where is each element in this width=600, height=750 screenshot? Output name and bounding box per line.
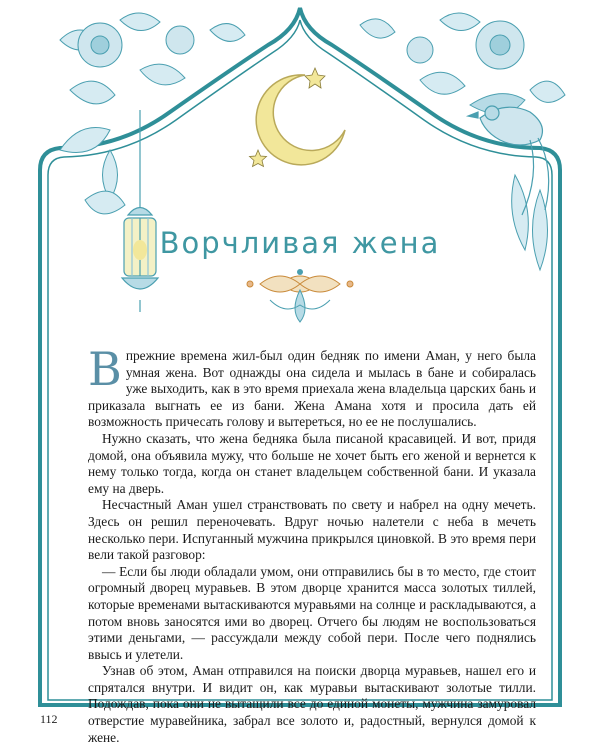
- story-text: [88, 342, 536, 746]
- paragraph-3: Несчастный Аман ушел странствовать по свету и набрел на одну мечеть. Здесь он решил переночевать. Вдруг ночью налетели с неба в мечеть несколько пери. Испуганный мужчина прикрылся циновкой. В это время пери вели такой разговор:: [88, 497, 536, 563]
- page-number: 112: [40, 712, 58, 726]
- paragraph-text: прежние времена жил-был один бедняк по имени Аман, у него была умная жена. Вот однажды она сидела и мылась в бане и собиралась уже выходить, как в это время приехала жена владельца царских бань и приказала выгнать ее из бани. Жена Амана хотя и просила дать ей возможность причесать голову и вытереться, но ее не послушались.: [88, 348, 536, 430]
- paragraph-5: Узнав об этом, Аман отправился на поиски дворца муравьев, нашел его и спрятался внутри. И видит он, как муравьи вытаскивают золотые тилли. Подождав, пока они не вытащили все до единой монеты, мужчина замуровал отверстие муравейника, забрал все золото и, радостный, вернулся домой к жене.: [88, 663, 536, 745]
- paragraph-1: [88, 342, 536, 431]
- lantern-ornament: [122, 110, 158, 312]
- drop-cap: В: [88, 342, 122, 396]
- floral-ornament-left: [60, 13, 245, 214]
- paragraph-2: Нужно сказать, что жена бедняка была писаной красавицей. И вот, придя домой, она объявила мужу, что больше не хочет быть его женой и вернется к нему только тогда, когда он станет владельцем собственной бани. И указала ему на дверь.: [88, 430, 536, 496]
- title-ornament: [247, 269, 353, 322]
- crescent-moon: [256, 75, 345, 165]
- chapter-title: Ворчливая жена: [159, 226, 441, 260]
- paragraph-4: — Если бы люди обладали умом, они отправились бы в то место, где стоит огромный дворец муравьев. В этом дворце хранится масса золотых тиллей, которые временами вытаскиваются муравьями на солнце и раскладываются, а потом вновь заносятся ими во дворец. Отчего бы людям не воспользоваться этими деньгами, — рассуждали между собой пери. После чего поднялись ввысь и улетели.: [88, 563, 536, 662]
- star-ornament-small: [250, 150, 267, 167]
- star-ornament: [305, 68, 325, 88]
